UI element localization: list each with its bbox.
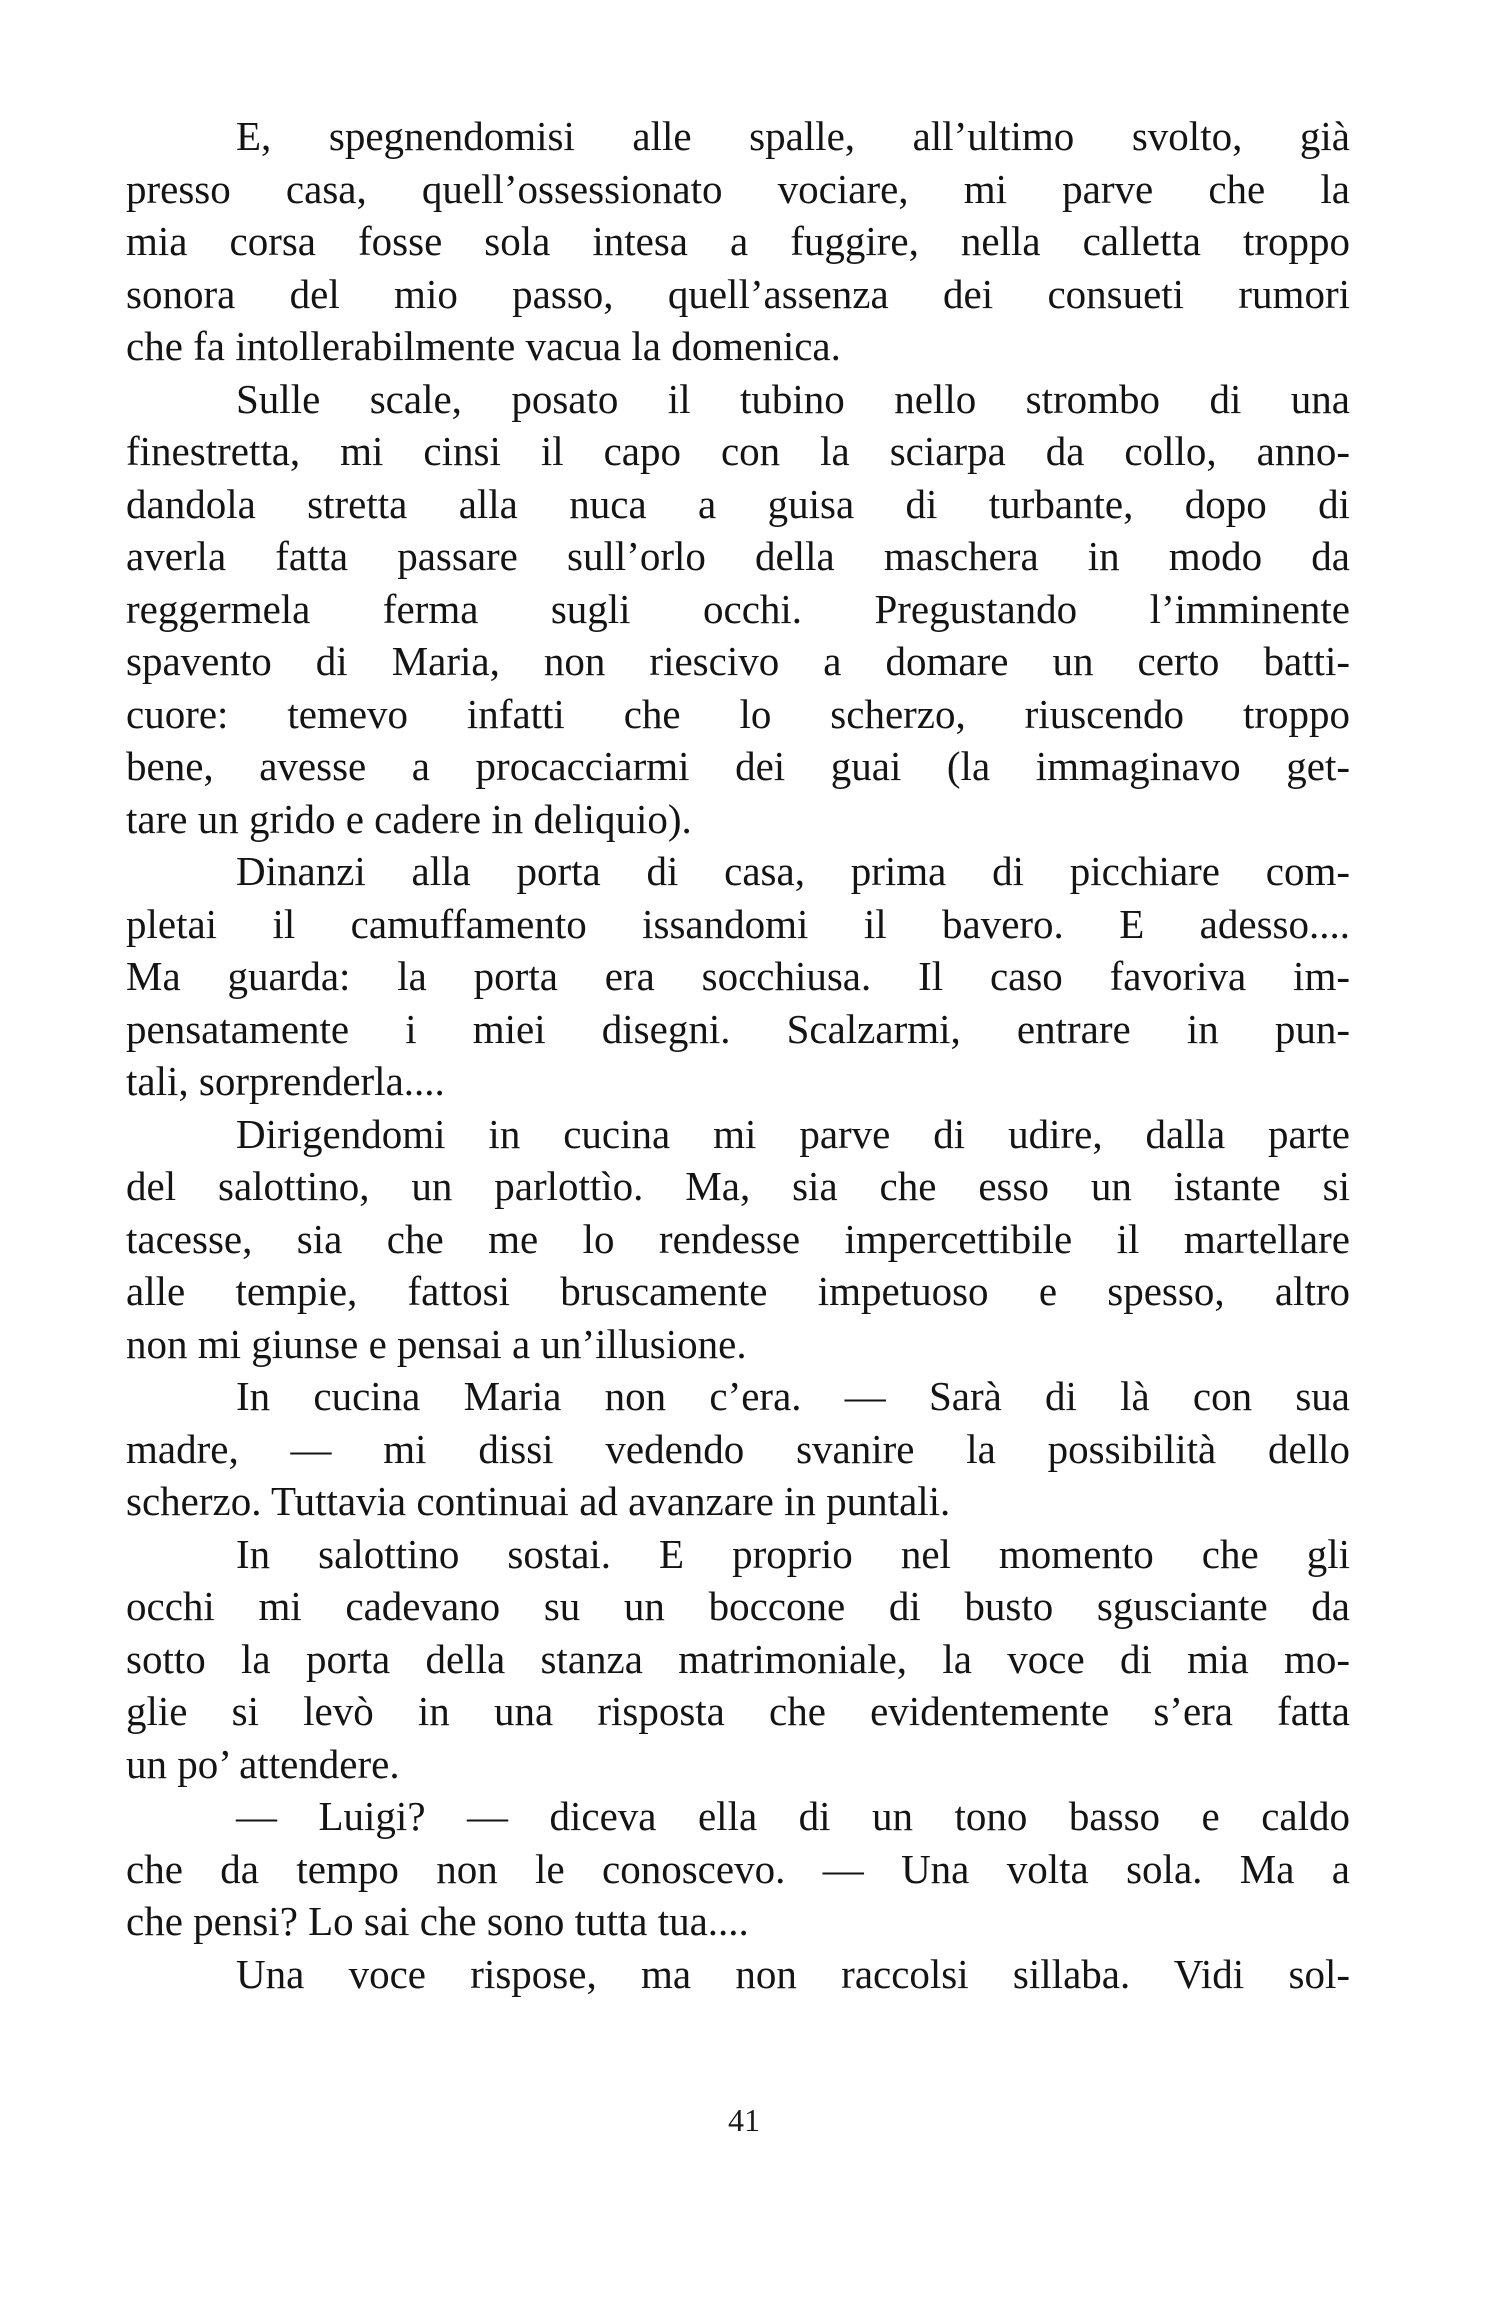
- text-line: pletai il camuffamento issandomi il bavero. E adesso....: [126, 900, 1350, 947]
- text-line: bene, avesse a procacciarmi dei guai (la immaginavo get-: [126, 743, 1350, 789]
- text-line: tali, sorprenderla....: [126, 1058, 445, 1104]
- text-line: che pensi? Lo sai che sono tutta tua....: [126, 1898, 749, 1944]
- text-line: reggermela ferma sugli occhi. Pregustando l’imminente: [126, 585, 1350, 632]
- text-line: non mi giunse e pensai a un’illusione.: [126, 1320, 747, 1367]
- text-line: occhi mi cadevano su un boccone di busto sgusciante da: [126, 1583, 1350, 1629]
- text-line: mia corsa fosse sola intesa a fuggire, nella calletta troppo: [126, 218, 1350, 264]
- text-line: dandola stretta alla nuca a guisa di turbante, dopo di: [126, 480, 1350, 527]
- text-line: sotto la porta della stanza matrimoniale, la voce di mia mo-: [126, 1635, 1350, 1682]
- text-line: Dirigendomi in cucina mi parve di udire, dalla parte: [236, 1110, 1350, 1157]
- text-line: — Luigi? — diceva ella di un tono basso e caldo: [236, 1793, 1350, 1839]
- text-line: finestretta, mi cinsi il capo con la sciarpa da collo, anno-: [126, 428, 1350, 474]
- text-line: spavento di Maria, non riescivo a domare un certo batti-: [126, 638, 1350, 684]
- text-line: scherzo. Tuttavia continuai ad avanzare in puntali.: [126, 1478, 951, 1524]
- text-line: In cucina Maria non c’era. — Sarà di là con sua: [236, 1373, 1350, 1419]
- text-line: un po’ attendere.: [126, 1740, 400, 1787]
- text-line: In salottino sostai. E proprio nel momento che gli: [236, 1530, 1350, 1577]
- text-line: Una voce rispose, ma non raccolsi sillaba. Vidi sol-: [236, 1950, 1350, 1997]
- text-line: che fa intollerabilmente vacua la domenica.: [126, 323, 841, 369]
- text-line: presso casa, quell’ossessionato vociare, mi parve che la: [126, 165, 1350, 212]
- text-line: averla fatta passare sull’orlo della maschera in modo da: [126, 533, 1350, 579]
- text-line: sonora del mio passo, quell’assenza dei consueti rumori: [126, 270, 1350, 317]
- text-line: che da tempo non le conoscevo. — Una volta sola. Ma a: [126, 1845, 1350, 1892]
- text-line: alle tempie, fattosi bruscamente impetuoso e spesso, altro: [126, 1268, 1350, 1314]
- text-line: pensatamente i miei disegni. Scalzarmi, entrare in pun-: [126, 1005, 1350, 1052]
- text-line: cuore: temevo infatti che lo scherzo, riuscendo troppo: [126, 690, 1350, 737]
- text-line: glie si levò in una risposta che evidentemente s’era fatta: [126, 1688, 1350, 1734]
- body-text: [126, 110, 1350, 2000]
- text-line: Sulle scale, posato il tubino nello strombo di una: [236, 375, 1350, 422]
- text-line: Dinanzi alla porta di casa, prima di picchiare com-: [236, 848, 1350, 894]
- text-line: del salottino, un parlottìo. Ma, sia che esso un istante si: [126, 1163, 1350, 1209]
- text-line: madre, — mi dissi vedendo svanire la possibilità dello: [126, 1425, 1350, 1472]
- text-line: E, spegnendomisi alle spalle, all’ultimo svolto, già: [236, 113, 1350, 159]
- text-line: tacesse, sia che me lo rendesse impercettibile il martellare: [126, 1215, 1350, 1262]
- text-line: Ma guarda: la porta era socchiusa. Il caso favoriva im-: [126, 953, 1350, 999]
- text-line: tare un grido e cadere in deliquio).: [126, 795, 692, 842]
- page-number: 41: [728, 2102, 760, 2138]
